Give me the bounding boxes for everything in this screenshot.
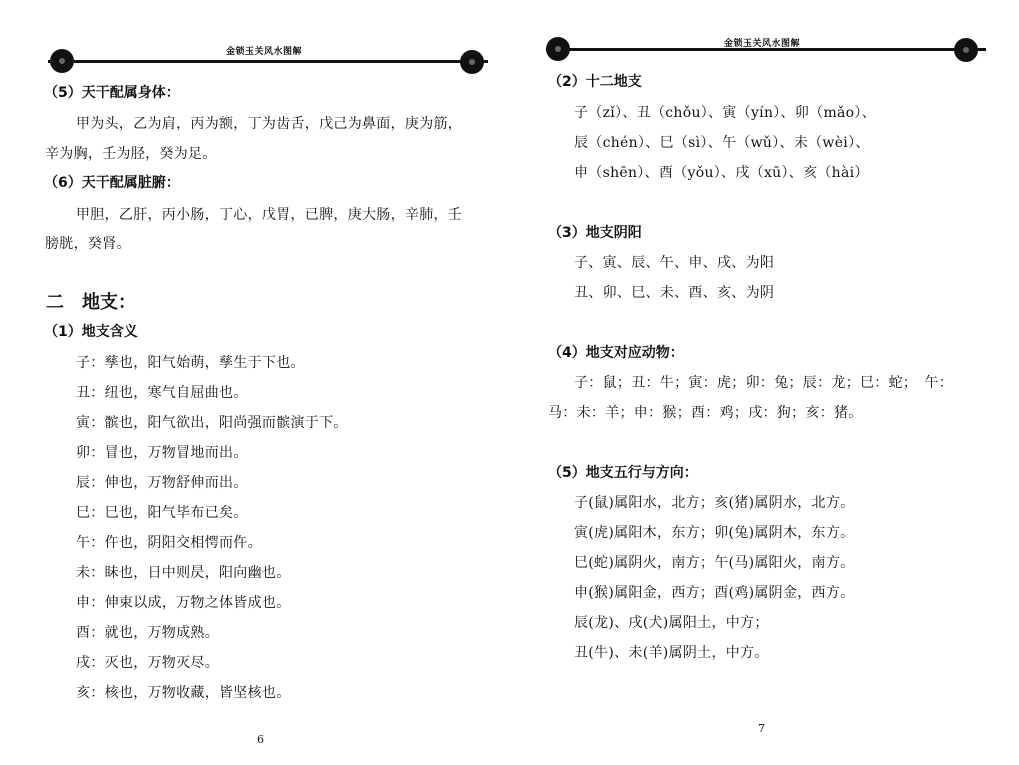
list-item: 辰：伸也，万物舒伸而出。 (76, 475, 248, 491)
list-item: 丑：纽也，寒气自屈曲也。 (76, 385, 248, 401)
list-item: 申：伸束以成，万物之体皆成也。 (76, 595, 291, 611)
list-item: 子：孳也，阳气始萌，孳生于下也。 (76, 355, 305, 371)
list-item: 戌：灭也，万物灭尽。 (76, 655, 219, 671)
paragraph-line: 子(鼠)属阳水，北方；亥(猪)属阴水，北方。 (574, 495, 855, 511)
paragraph-line: 辰(龙)、戌(犬)属阳土，中方； (574, 615, 769, 631)
paragraph-line: 子（zǐ）、丑（chǒu）、寅（yín）、卯（mǎo）、 (574, 105, 877, 121)
paragraph-line: 辛为胸，壬为胫，癸为足。 (45, 146, 217, 162)
section-heading-twelve-branches: （2）十二地支 (548, 74, 642, 90)
section-heading-yinyang: （3）地支阴阳 (548, 225, 642, 241)
header-rule (48, 60, 488, 63)
section-heading-animals: （4）地支对应动物： (548, 345, 684, 361)
list-item: 寅：髌也，阳气欲出，阳尚强而髌演于下。 (76, 415, 348, 431)
paragraph-line: 子、寅、辰、午、申、戌、为阳 (574, 255, 775, 271)
paragraph-line: 丑、卯、巳、未、酉、亥、为阴 (574, 285, 775, 301)
paragraph-line: 辰（chén）、巳（sì）、午（wǔ）、未（wèi）、 (574, 135, 870, 151)
header-ornament-right (954, 38, 978, 62)
list-item: 卯：冒也，万物冒地而出。 (76, 445, 248, 461)
page-number: 6 (257, 733, 264, 746)
paragraph-line: 膀胱，癸肾。 (45, 236, 131, 252)
paragraph-line: 马：未：羊；申：猴；酉：鸡；戌：狗；亥：猪。 (548, 405, 863, 421)
header-ornament-left (546, 37, 570, 61)
chapter-heading: 二 地支： (46, 292, 136, 313)
paragraph-line: 寅(虎)属阳木，东方；卯(兔)属阴木，东方。 (574, 525, 855, 541)
section-heading-meaning: （1）地支含义 (44, 324, 138, 340)
running-title: 金锁玉关风水图解 (724, 39, 801, 49)
list-item: 巳：巳也，阳气毕布已矣。 (76, 505, 248, 521)
paragraph-line: 甲为头，乙为肩，丙为额，丁为齿舌，戊己为鼻面，庚为筋， (76, 116, 463, 132)
section-heading-body: （5）天干配属身体： (44, 85, 180, 101)
page-number: 7 (758, 722, 765, 735)
section-heading-elements: （5）地支五行与方向： (548, 465, 698, 481)
paragraph-line: 巳(蛇)属阴火，南方；午(马)属阳火，南方。 (574, 555, 855, 571)
right-page (510, 0, 1019, 765)
paragraph-line: 申（shēn）、酉（yǒu）、戌（xū）、亥（hài） (574, 165, 869, 181)
paragraph-line: 子：鼠；丑：牛；寅：虎；卯：兔；辰：龙；巳：蛇； 午： (574, 375, 954, 391)
list-item: 酉：就也，万物成熟。 (76, 625, 219, 641)
section-heading-organs: （6）天干配属脏腑： (44, 175, 180, 191)
paragraph-line: 申(猴)属阳金，西方；酉(鸡)属阴金，西方。 (574, 585, 855, 601)
running-title: 金锁玉关风水图解 (226, 47, 303, 57)
paragraph-line: 甲胆，乙肝，丙小肠，丁心，戊胃，已脾，庚大肠，辛肺，壬 (76, 207, 463, 223)
list-item: 午：仵也，阴阳交相愕而仵。 (76, 535, 262, 551)
header-ornament-right (460, 50, 484, 74)
left-page (0, 0, 509, 765)
header-ornament-left (50, 49, 74, 73)
list-item: 亥：核也，万物收藏，皆坚核也。 (76, 685, 291, 701)
list-item: 未：眛也，日中则昃，阳向幽也。 (76, 565, 291, 581)
paragraph-line: 丑(牛)、未(羊)属阴土，中方。 (574, 645, 769, 661)
